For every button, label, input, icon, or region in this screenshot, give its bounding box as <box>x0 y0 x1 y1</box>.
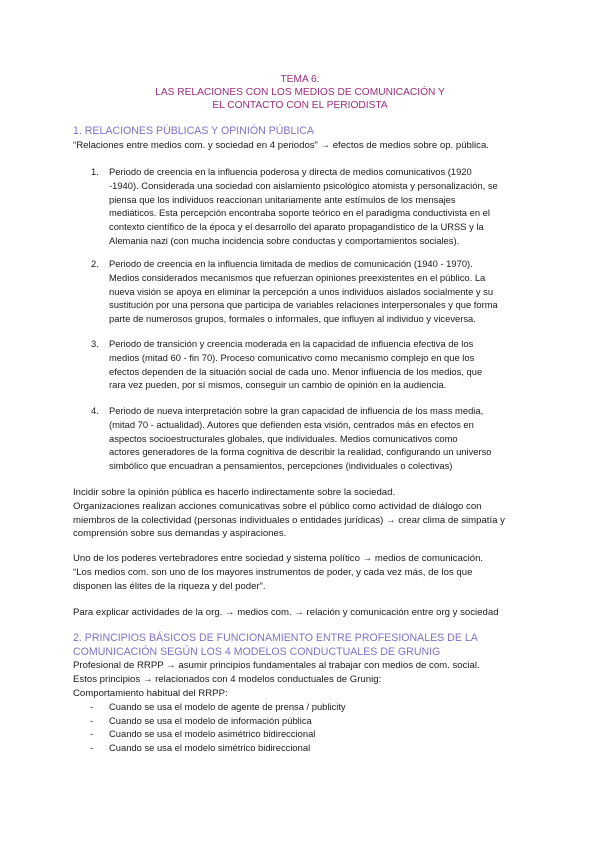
text-line: piensa que los individuos reaccionan unitariamente ante estímulos de los mensajes <box>109 193 456 205</box>
text-line: Medios considerados mecanismos que refuerzan opiniones preexistentes en el público. La <box>109 271 486 283</box>
text-line: Periodo de creencia en la influencia limitada de medios de comunicación (1940 - 1970). <box>109 258 473 269</box>
text-line: Uno de los poderes vertebradores entre sociedad y sistema político → medios de comunicación. <box>73 553 484 564</box>
text-line: disponen las élites de la riqueza y del poder”. <box>73 580 266 592</box>
text-line: efectos dependen de la situación social de cada uno. Menor influencia de los medios, que <box>109 365 483 377</box>
section-2-heading <box>73 632 553 660</box>
text-line: aspectos socioestructurales globales, que individuales. Medios comunicativos como <box>109 432 458 444</box>
section-1-intro: “Relaciones entre medios com. y sociedad en 4 periodos” → efectos de medios sobre op. pública. <box>73 140 489 151</box>
text-line: actores generadores de la forma cognitiva de describir la realidad, configurando un universo <box>109 446 492 458</box>
period-item <box>73 337 543 393</box>
text-line: (mitad 70 - actualidad). Autores que defienden esta visión, centrados más en efectos en <box>109 418 474 430</box>
paragraph-power <box>73 552 543 593</box>
heading-line: COMUNICACIÓN SEGÚN LOS 4 MODELOS CONDUCTUALES DE GRUNIG <box>73 645 441 658</box>
text-line: Alemania nazi (con mucha incidencia sobre conductas y comportamientos sociales). <box>109 234 460 246</box>
text-line: rara vez pueden, por sí mismos, conseguir un cambio de opinión en la audiencia. <box>109 379 447 391</box>
period-text <box>109 165 563 248</box>
period-number: 4. <box>91 405 99 416</box>
text-line: contexto científico de la época y el desarrollo del aparato propagandístico de la URSS y la <box>109 221 484 233</box>
period-number: 1. <box>91 166 99 177</box>
text-line: -1940). Considerada una sociedad con aislamiento psicológico atomista y personalización, se <box>109 179 498 191</box>
period-number: 2. <box>91 258 99 269</box>
bullet-dash: - <box>90 728 94 739</box>
period-text <box>109 257 563 326</box>
bullet-dash: - <box>90 701 94 712</box>
list-item-text: Cuando se usa el modelo de información pública <box>109 715 312 726</box>
text-line: miembros de la colectividad (personas individuales o entidades jurídicas) → crear clima de simpatía y <box>73 514 505 526</box>
text-line: comprensión sobre sus demandas y aspiraciones. <box>73 528 287 540</box>
period-text <box>109 404 563 473</box>
text-line: Organizaciones realizan acciones comunicativas sobre el público como actividad de diálogo con <box>73 500 482 512</box>
text-line: sustitución por una persona que participa de variables relaciones interpersonales y que forma <box>109 299 498 311</box>
title-line-2: EL CONTACTO CON EL PERIODISTA <box>212 100 388 111</box>
section-2-text <box>73 659 543 700</box>
text-line: Periodo de nueva interpretación sobre la gran capacidad de influencia de los mass media, <box>109 405 484 416</box>
period-item <box>73 257 543 327</box>
text-line: Periodo de transición y creencia moderada en la capacidad de influencia efectiva de los <box>109 338 474 349</box>
list-item-text: Cuando se usa el modelo de agente de prensa / publicity <box>109 701 346 712</box>
bullet-dash: - <box>90 742 94 753</box>
heading-line: 2. PRINCIPIOS BÁSICOS DE FUNCIONAMIENTO ENTRE PROFESIONALES DE LA <box>73 632 478 644</box>
text-line: parte de numerosos grupos, formales o informales, que influyen al individuo y viceversa. <box>109 313 476 325</box>
paragraph-activities: Para explicar actividades de la org. → medios com. → relación y comunicación entre org y sociedad <box>73 607 499 618</box>
period-text <box>109 337 563 392</box>
text-line: Profesional de RRPP → asumir principios fundamentales al trabajar con medios de com. social. <box>73 660 480 671</box>
text-line: Comportamiento habitual del RRPP: <box>73 687 228 699</box>
text-line: “Los medios com. son uno de los mayores instrumentos de poder, y cada vez más, de los que <box>73 566 473 578</box>
text-line: Incidir sobre la opinión pública es hacerlo indirectamente sobre la sociedad. <box>73 487 396 498</box>
list-item-text: Cuando se usa el modelo simétrico bidireccional <box>109 742 311 753</box>
period-number: 3. <box>91 338 99 349</box>
title-line-1: LAS RELACIONES CON LOS MEDIOS DE COMUNICACIÓN Y <box>155 87 445 98</box>
bullet-dash: - <box>90 715 94 726</box>
text-line: mediáticos. Esta percepción encontraba soporte teórico en el paradigma conductivista en el <box>109 207 490 219</box>
text-line: simbólico que encuadran a pensamientos, percepciones (individuales o colectivas) <box>109 460 453 472</box>
text-line: Periodo de creencia en la influencia poderosa y directa de medios comunicativos (1920 <box>109 166 472 177</box>
text-line: Estos principios → relacionados con 4 modelos conductuales de Grunig: <box>73 673 382 685</box>
list-item-text: Cuando se usa el modelo asimétrico bidireccional <box>109 728 316 739</box>
topic-number: TEMA 6: <box>280 74 320 85</box>
text-line: medios (mitad 60 - fin 70). Proceso comunicativo como mecanismo complejo en que los <box>109 351 475 363</box>
period-item <box>73 404 543 474</box>
period-item <box>73 165 543 248</box>
paragraph-opinion <box>73 486 543 541</box>
text-line: nueva visión se apoya en eliminar la percepción a unos individuos aislados socialmente y su <box>109 285 494 297</box>
section-1-heading: 1. RELACIONES PÚBLICAS Y OPINIÓN PÚBLICA <box>73 125 314 137</box>
